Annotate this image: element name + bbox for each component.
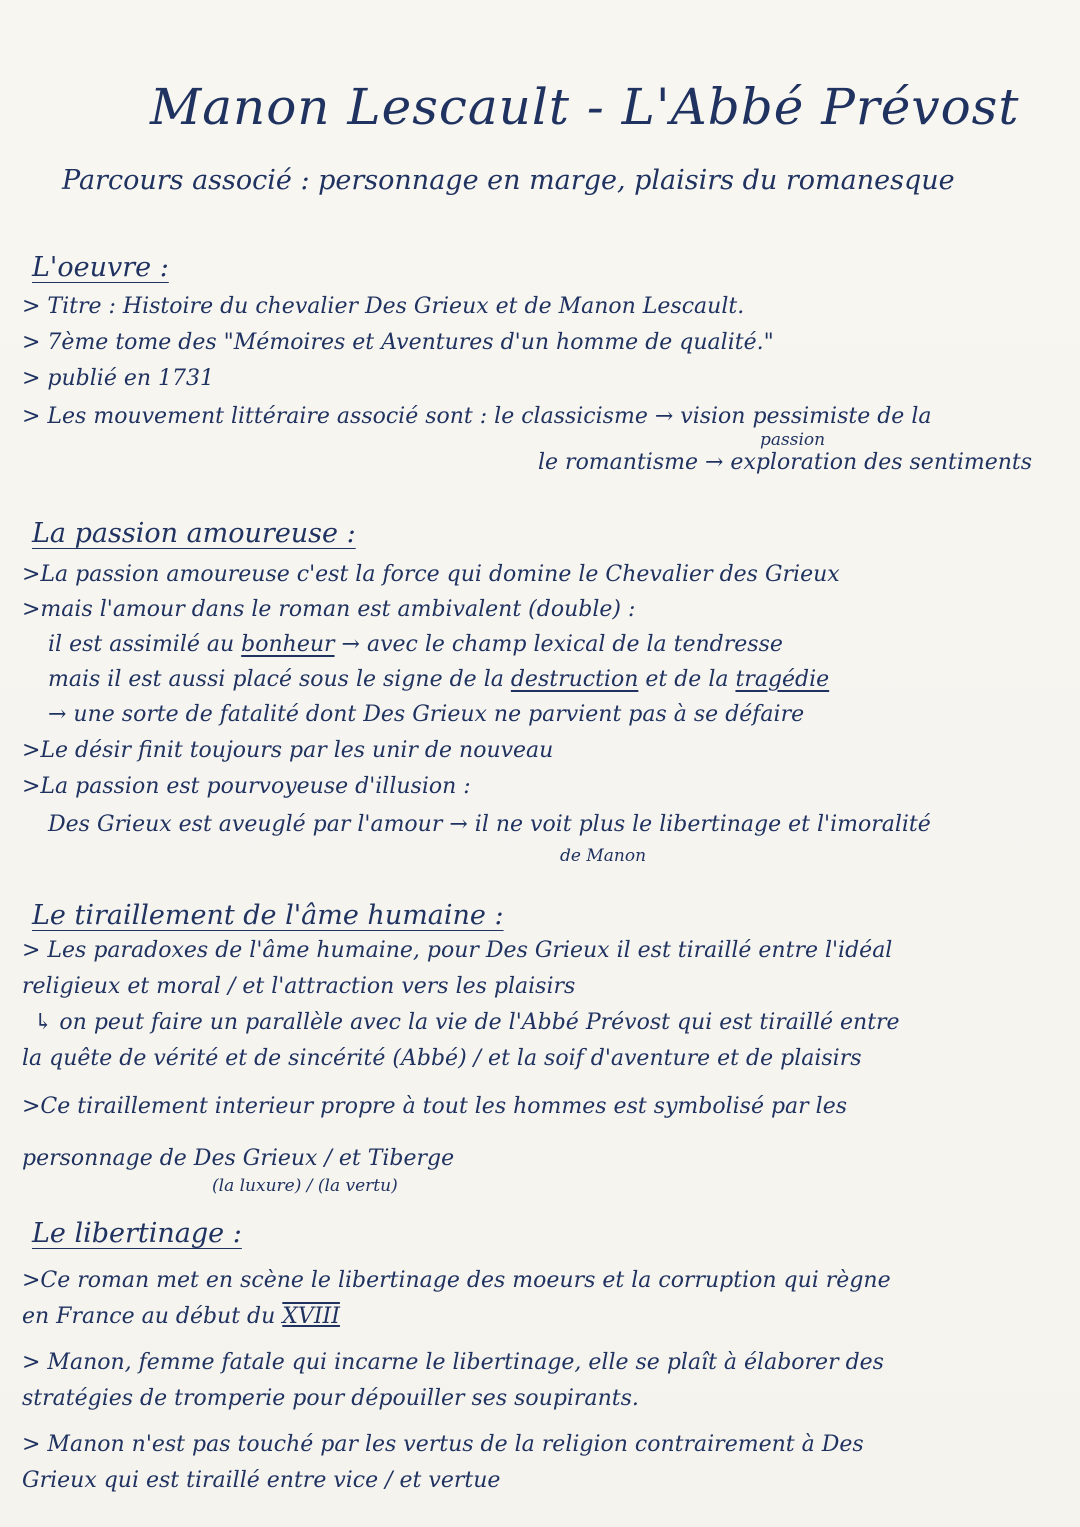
passion-line-5: → une sorte de fatalité dont Des Grieux ne parvient pas à se défaire <box>48 702 805 727</box>
tiraillement-line-2: religieux et moral / et l'attraction vers les plaisirs <box>22 974 576 999</box>
page-title: Manon Lescault - L'Abbé Prévost <box>150 78 1020 136</box>
libertinage-line-2: en France au début du XVIII <box>22 1304 340 1329</box>
passion-line-1: >La passion amoureuse c'est la force qui domine le Chevalier des Grieux <box>22 562 840 587</box>
libertinage-line-6: Grieux qui est tiraillé entre vice / et vertue <box>22 1468 501 1493</box>
tiraillement-line-1: > Les paradoxes de l'âme humaine, pour Des Grieux il est tiraillé entre l'idéal <box>22 938 893 963</box>
section-heading-passion: La passion amoureuse : <box>32 518 356 549</box>
tiraillement-line-6b: (la luxure) / (la vertu) <box>212 1176 398 1196</box>
tiraillement-line-5: >Ce tiraillement interieur propre à tout les hommes est symbolisé par les <box>22 1094 848 1119</box>
passion-line-4: mais il est aussi placé sous le signe de la destruction et de la tragédie <box>48 667 830 692</box>
oeuvre-line-2: > 7ème tome des "Mémoires et Aventures d'un homme de qualité." <box>22 330 774 355</box>
libertinage-line-1: >Ce roman met en scène le libertinage des moeurs et la corruption qui règne <box>22 1268 891 1293</box>
section-heading-oeuvre: L'oeuvre : <box>32 252 169 283</box>
oeuvre-line-5: le romantisme → exploration des sentiments <box>538 450 1033 475</box>
libertinage-line-4: stratégies de tromperie pour dépouiller ses soupirants. <box>22 1386 639 1411</box>
tiraillement-line-3: ↳ on peut faire un parallèle avec la vie de l'Abbé Prévost qui est tiraillé entre <box>34 1010 900 1035</box>
oeuvre-line-3: > publié en 1731 <box>22 366 215 391</box>
passion-line-8: Des Grieux est aveuglé par l'amour → il ne voit plus le libertinage et l'imoralité <box>48 812 931 837</box>
passion-line-3: il est assimilé au bonheur → avec le champ lexical de la tendresse <box>48 632 783 657</box>
tiraillement-line-6: personnage de Des Grieux / et Tiberge <box>22 1146 455 1171</box>
passion-line-6: >Le désir finit toujours par les unir de nouveau <box>22 738 554 763</box>
libertinage-line-3: > Manon, femme fatale qui incarne le libertinage, elle se plaît à élaborer des <box>22 1350 884 1375</box>
libertinage-line-5: > Manon n'est pas touché par les vertus de la religion contrairement à Des <box>22 1432 864 1457</box>
oeuvre-line-4: > Les mouvement littéraire associé sont : le classicisme → vision pessimiste de la <box>22 404 932 429</box>
section-heading-libertinage: Le libertinage : <box>32 1218 242 1249</box>
passion-line-2: >mais l'amour dans le roman est ambivalent (double) : <box>22 597 636 622</box>
parcours-line: Parcours associé : personnage en marge, plaisirs du romanesque <box>62 165 955 196</box>
oeuvre-line-4b: passion <box>760 430 826 450</box>
oeuvre-line-1: > Titre : Histoire du chevalier Des Grieux et de Manon Lescault. <box>22 294 745 319</box>
section-heading-tiraillement: Le tiraillement de l'âme humaine : <box>32 900 504 931</box>
tiraillement-line-4: la quête de vérité et de sincérité (Abbé) / et la soif d'aventure et de plaisirs <box>22 1046 862 1071</box>
passion-line-8b: de Manon <box>560 846 647 866</box>
passion-line-7: >La passion est pourvoyeuse d'illusion : <box>22 774 471 799</box>
